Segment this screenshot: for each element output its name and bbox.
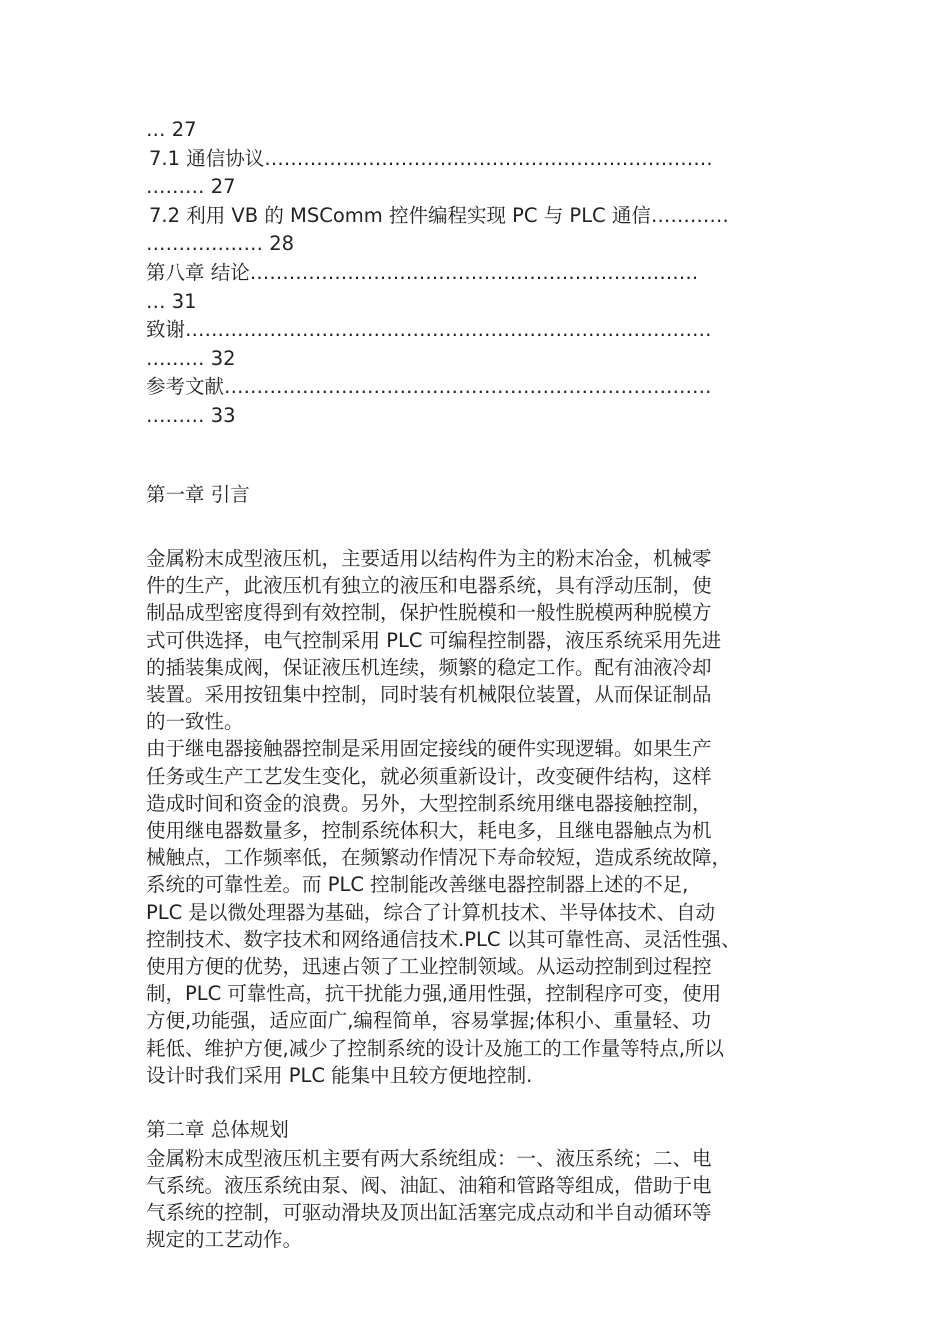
text-line: 金属粉末成型液压机，主要适用以结构件为主的粉末冶金，机械零 xyxy=(146,547,712,571)
toc-entry-line: ……… 33 xyxy=(146,403,236,427)
toc-entry-line: ……… 32 xyxy=(146,346,236,370)
document-page xyxy=(146,116,826,1253)
text-line: 气系统的控制，可驱动滑块及顶出缸活塞完成点动和半自动循环等 xyxy=(146,1201,712,1224)
toc-entry-line: … 27 xyxy=(146,118,197,141)
text-line: 由于继电器接触器控制是采用固定接线的硬件实现逻辑。如果生产 xyxy=(146,737,712,761)
text-line: 使用方便的优势，迅速占领了工业控制领域。从运动控制到过程控 xyxy=(146,955,712,979)
toc-entry-line: 致谢……………………………………………………………………… xyxy=(146,318,712,342)
toc-entry-line: … 31 xyxy=(146,289,197,313)
chapter-2-paragraph-1 xyxy=(146,1145,826,1254)
chapter-1-paragraph-2 xyxy=(146,735,826,1089)
chapter-2-heading: 第二章 总体规划 xyxy=(146,1118,289,1142)
text-line: 方便,功能强，适应面广,编程简单，容易掌握;体积小、重量轻、功 xyxy=(146,1009,711,1033)
chapter-1-heading: 第一章 引言 xyxy=(146,482,250,506)
text-line: 式可供选择，电气控制采用 PLC 可编程控制器，液压系统采用先进 xyxy=(146,628,722,652)
text-line: 耗低、维护方便,减少了控制系统的设计及施工的工作量等特点,所以 xyxy=(146,1036,724,1060)
text-line: 控制技术、数字技术和网络通信技术.PLC 以其可靠性高、灵活性强、 xyxy=(146,927,741,951)
text-line: PLC 是以微处理器为基础，综合了计算机技术、半导体技术、自动 xyxy=(146,900,715,924)
text-line: 的插装集成阀，保证液压机连续，频繁的稳定工作。配有油液冷却 xyxy=(146,655,712,679)
toc-entry-line: ……………… 28 xyxy=(146,232,295,256)
toc-entry-line: 第八章 结论…………………………………………………………… xyxy=(146,260,699,284)
toc-entry-line: ……… 27 xyxy=(146,175,236,199)
text-line: 使用继电器数量多，控制系统体积大，耗电多，且继电器触点为机 xyxy=(146,819,712,843)
text-line: 造成时间和资金的浪费。另外，大型控制系统用继电器接触控制， xyxy=(146,791,712,815)
text-line: 金属粉末成型液压机主要有两大系统组成：一、液压系统；二、电 xyxy=(146,1146,712,1170)
text-line: 制，PLC 可靠性高，抗干扰能力强,通用性强，控制程序可变，使用 xyxy=(146,982,722,1006)
text-line: 规定的工艺动作。 xyxy=(146,1228,303,1252)
chapter-1-paragraph-1 xyxy=(146,545,826,735)
toc-entry-line: 参考文献………………………………………………………………… xyxy=(146,375,712,399)
toc-entry-line: 7.1 通信协议…………………………………………………………… xyxy=(149,146,713,170)
text-line: 设计时我们采用 PLC 能集中且较方便地控制. xyxy=(146,1063,533,1087)
text-line: 件的生产，此液压机有独立的液压和电器系统，具有浮动压制，使 xyxy=(146,574,712,598)
toc-entry-line: 7.2 利用 VB 的 MSComm 控件编程实现 PC 与 PLC 通信………… xyxy=(149,203,729,227)
text-line: 制品成型密度得到有效控制，保护性脱模和一般性脱模两种脱模方 xyxy=(146,601,712,625)
text-line: 械触点，工作频率低，在频繁动作情况下寿命较短，造成系统故障， xyxy=(146,846,732,870)
table-of-contents xyxy=(146,116,826,431)
text-line: 任务或生产工艺发生变化，就必须重新设计，改变硬件结构，这样 xyxy=(146,764,712,788)
text-line: 装置。采用按钮集中控制，同时装有机械限位装置，从而保证制品 xyxy=(146,683,712,707)
text-line: 气系统。液压系统由泵、阀、油缸、油箱和管路等组成，借助于电 xyxy=(146,1173,712,1197)
text-line: 的一致性。 xyxy=(146,710,244,734)
text-line: 系统的可靠性差。而 PLC 控制能改善继电器控制器上述的不足, xyxy=(146,873,689,897)
chapter-2-section xyxy=(146,1116,826,1253)
chapter-1-section xyxy=(146,481,826,1090)
